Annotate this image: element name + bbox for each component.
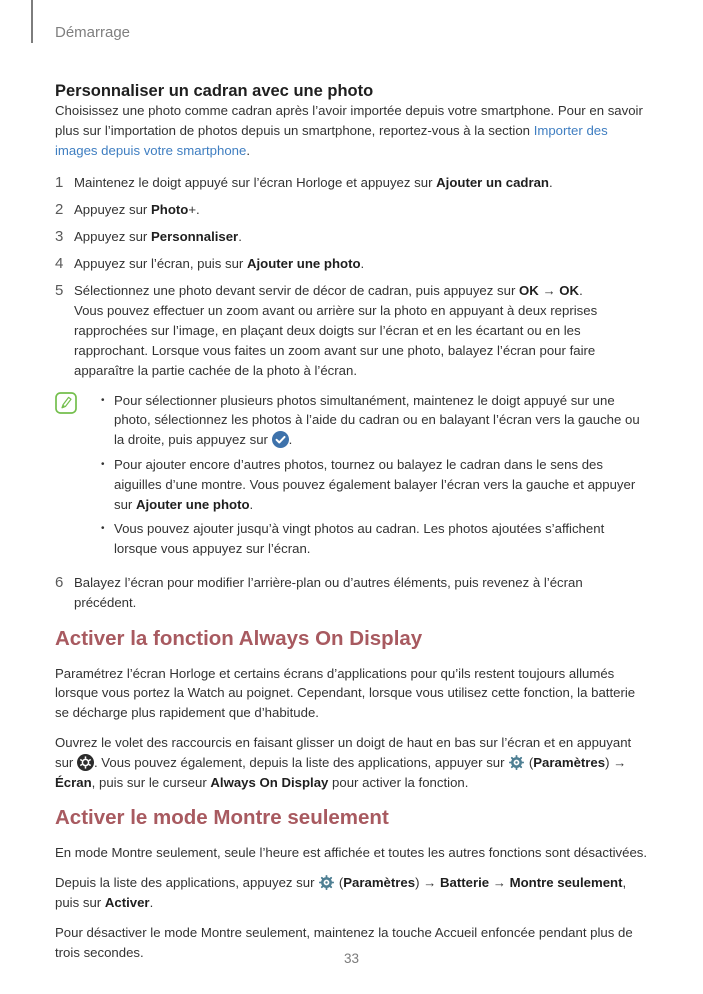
text-run: Vous pouvez effectuer un zoom avant ou arrière sur la photo en appuyant à deux reprises rapprochées sur l’image, en plaçant deux doigts sur l’écran et en les écartant ou en les rapprochant. Lorsque vous faites un zoom avant sur une photo, balayez l’écran pour faire apparaître la partie cachée de la photo à l’écran. (74, 303, 598, 378)
note-box (55, 391, 648, 564)
text-run: Appuyez sur l’écran, puis sur (74, 255, 247, 271)
step-number: 2 (55, 201, 64, 219)
text-run: . (249, 496, 254, 512)
step-number: 4 (55, 254, 64, 272)
step-text (74, 573, 648, 613)
always-on-display-paragraphs (55, 664, 648, 793)
note-pencil-icon (55, 392, 77, 414)
step-item (55, 254, 648, 274)
text-run: . (246, 142, 250, 158)
step-number: 1 (55, 174, 64, 192)
text-run: Choisissez une photo comme cadran après l’avoir importée depuis votre smartphone. Pour en savoir plus sur l’importation de photos depuis un smartphone, reportez-vous à la section (55, 103, 643, 138)
note-bullet-item (101, 455, 648, 514)
text-run: Paramétrez l’écran Horloge et certains écrans d’applications pour qu’ils restent toujours allumés lorsque vous portez la Watch au poignet. Cependant, lorsque vous utilisez cette fonction, la batterie se décharge plus rapidement que d’habitude. (55, 665, 636, 721)
breadcrumb: Démarrage (55, 24, 131, 41)
text-run: . (579, 282, 583, 298)
text-run: ) → (415, 875, 441, 891)
section-title-photo-watchface: Personnaliser un cadran avec une photo (55, 82, 374, 100)
bold-text-run: Paramètres (533, 754, 606, 770)
note-bullet-list (77, 391, 648, 564)
paragraph (55, 873, 648, 913)
step-item (55, 200, 648, 220)
text-run: +. (188, 202, 200, 218)
settings-gear-icon (318, 874, 335, 891)
bold-text-run: Photo (150, 202, 189, 218)
text-run: ( (525, 754, 534, 770)
text-run: Balayez l’écran pour modifier l’arrière-plan ou d’autres éléments, puis revenez à l’écran précédent. (74, 574, 583, 610)
step-text (74, 254, 648, 274)
steps-list (55, 173, 648, 380)
paragraph (55, 843, 648, 863)
watch-only-paragraphs (55, 843, 648, 962)
check-circle-icon (272, 431, 289, 448)
text-run: . (548, 175, 553, 191)
text-run: Pour désactiver le mode Montre seulement, maintenez la touche Accueil enfoncée pendant plus de trois secondes. (55, 924, 633, 960)
section-title-watch-only: Activer le mode Montre seulement (55, 806, 389, 830)
bold-text-run: Activer (104, 894, 150, 910)
note-bullet-item (101, 519, 648, 559)
settings-dark-icon (77, 754, 94, 771)
content (55, 72, 648, 972)
intro-paragraph (55, 101, 648, 160)
step-item (55, 573, 648, 613)
text-run: ) → (605, 754, 627, 770)
text-run: . (238, 228, 242, 244)
text-run: Pour ajouter encore d’autres photos, tournez ou balayez le cadran dans le sens des aiguilles d’une montre. Vous pouvez également balayer l’écran vers la gauche et appuyer sur (114, 456, 636, 512)
page-number: 33 (343, 951, 360, 966)
text-run: , puis sur (55, 875, 627, 910)
steps-list-continued (55, 573, 648, 613)
text-run: Depuis la liste des applications, appuyez sur (55, 875, 319, 891)
bold-text-run: Montre seulement (509, 875, 623, 891)
bold-text-run: Écran (55, 774, 92, 790)
text-run: . (149, 894, 154, 910)
text-run: Appuyez sur (74, 228, 151, 244)
bold-text-run: Always On Display (210, 774, 329, 790)
step-number: 6 (55, 573, 64, 591)
text-run: . Vous pouvez également, depuis la liste des applications, appuyer sur (93, 754, 509, 770)
step-item (55, 227, 648, 247)
text-run: Ouvrez le volet des raccourcis en faisant glisser un doigt de haut en bas sur l’écran et en appuyant sur (55, 734, 632, 770)
chapter-rule (31, 0, 33, 43)
step-text (74, 227, 648, 247)
settings-gear-icon (508, 754, 525, 771)
bold-text-run: OK (519, 282, 539, 298)
bold-text-run: Ajouter une photo (135, 496, 250, 512)
note-bullet-item (101, 391, 648, 450)
step-detail (74, 301, 648, 380)
text-run: Appuyez sur (74, 202, 151, 218)
text-run: Vous pouvez ajouter jusqu’à vingt photos au cadran. Les photos ajoutées s’affichent lorsque vous appuyez sur l’écran. (114, 521, 605, 557)
step-number: 5 (55, 281, 64, 299)
text-run: En mode Montre seulement, seule l’heure est affichée et toutes les autres fonctions sont désactivées. (55, 845, 648, 861)
text-run: ( (335, 875, 344, 891)
text-run: Pour sélectionner plusieurs photos simultanément, maintenez le doigt appuyé sur une photo, sélectionnez les photos à l’aide du cadran ou en balayant l’écran vers la gauche ou la droite, puis appuyez sur (114, 392, 640, 448)
step-item (55, 281, 648, 381)
text-run: pour activer la fonction. (328, 774, 469, 790)
bold-text-run: Batterie (440, 875, 490, 891)
section-always-on-display (55, 627, 648, 793)
step-text (74, 200, 648, 220)
text-run: . (360, 255, 365, 271)
bold-text-run: Ajouter une photo (246, 255, 361, 271)
text-run: → (489, 875, 510, 891)
text-run: → (538, 282, 560, 298)
bold-text-run: Personnaliser (150, 228, 239, 244)
text-run: , puis sur le curseur (91, 774, 211, 790)
text-run: Maintenez le doigt appuyé sur l’écran Horloge et appuyez sur (74, 175, 437, 191)
bold-text-run: Paramètres (343, 875, 416, 891)
step-text (74, 173, 648, 193)
bold-text-run: OK (559, 282, 580, 298)
section-title-always-on-display: Activer la fonction Always On Display (55, 626, 423, 650)
text-run: . (288, 432, 293, 448)
text-run: Sélectionnez une photo devant servir de décor de cadran, puis appuyez sur (74, 282, 519, 298)
paragraph (55, 664, 648, 723)
step-number: 3 (55, 227, 64, 245)
paragraph (55, 733, 648, 792)
bold-text-run: Ajouter un cadran (436, 175, 549, 191)
step-text (74, 281, 648, 381)
step-item (55, 173, 648, 193)
section-watch-only-mode (55, 806, 648, 962)
link-importer-des-images-depuis-votre-smartphone[interactable]: Importer des images depuis votre smartphone (55, 122, 608, 158)
